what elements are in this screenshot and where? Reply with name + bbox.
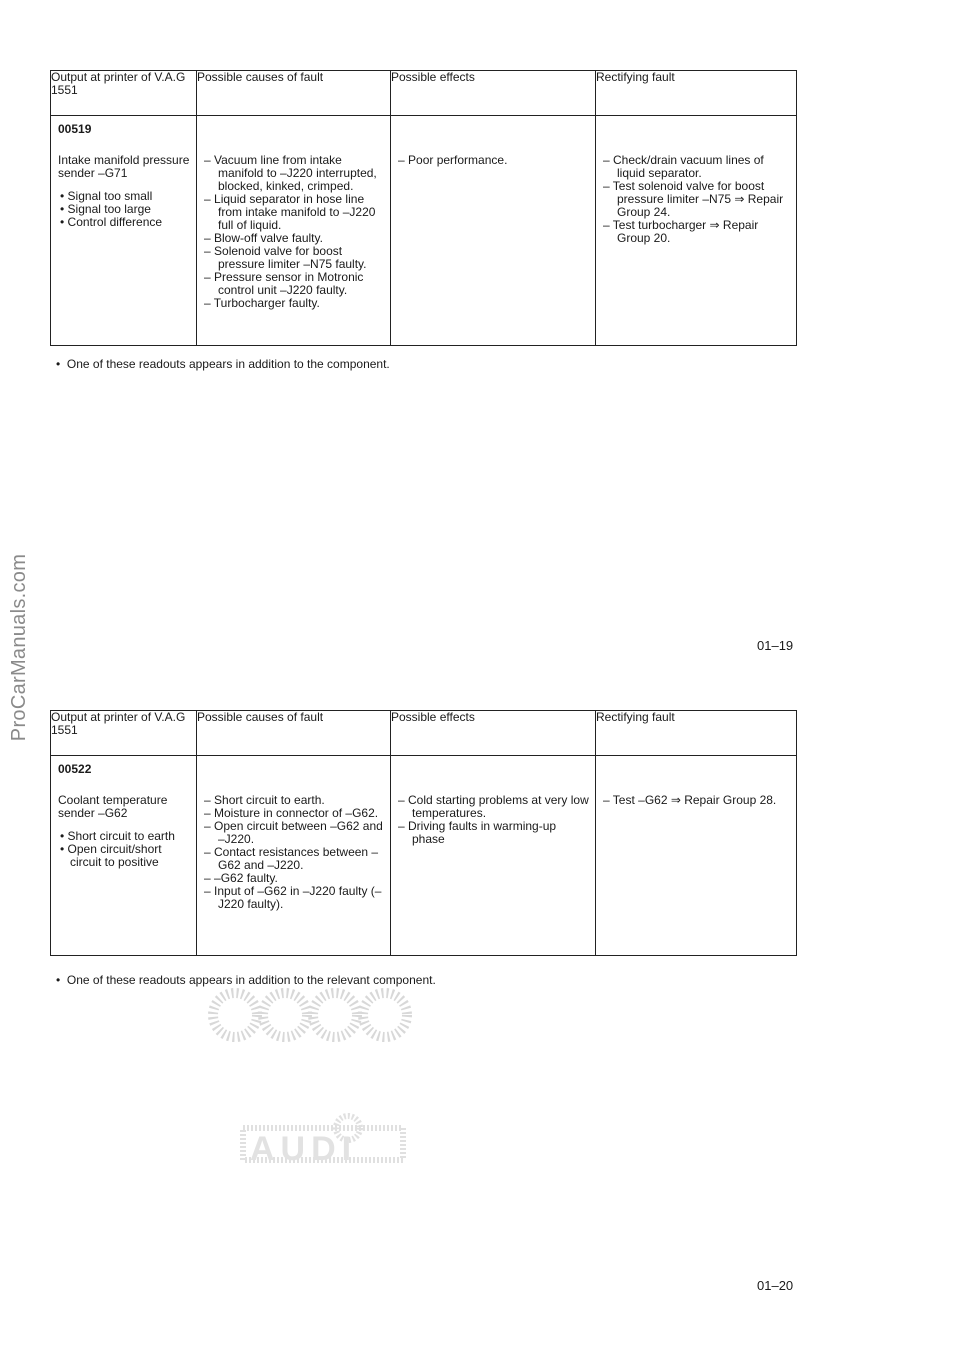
readout-list bbox=[58, 190, 190, 229]
cause-item: – –G62 faulty. bbox=[204, 871, 278, 885]
page-number: 01–19 bbox=[757, 638, 794, 653]
cause-item: – Contact resistances between –G62 and –J220. bbox=[204, 845, 379, 872]
rectify-item: – Test solenoid valve for boost pressure limiter –N75 ⇒ Repair Group 24. bbox=[603, 179, 784, 219]
readout-list bbox=[58, 830, 190, 869]
rectify-list bbox=[603, 154, 790, 245]
header-effects: Possible effects bbox=[391, 711, 596, 756]
fault-code: 00522 bbox=[58, 762, 92, 776]
cause-item: – Vacuum line from intake manifold to –J220 interrupted, blocked, kinked, crimped. bbox=[204, 153, 377, 193]
logo-text: AUDI bbox=[250, 1130, 358, 1168]
fault-code: 00519 bbox=[58, 122, 92, 136]
causes-list bbox=[204, 794, 384, 911]
causes-list bbox=[204, 154, 384, 310]
rectify-item: – Test –G62 ⇒ Repair Group 28. bbox=[603, 793, 777, 807]
readout-item: • Control difference bbox=[58, 216, 190, 229]
table-header-row bbox=[51, 711, 797, 756]
table-header-row bbox=[51, 71, 797, 116]
cause-item: – Liquid separator in hose line from intake manifold to –J220 full of liquid. bbox=[204, 192, 376, 232]
cause-item: – Turbocharger faulty. bbox=[204, 296, 320, 310]
cause-item: – Short circuit to earth. bbox=[204, 793, 325, 807]
side-watermark-text: ProCarManuals.com bbox=[8, 553, 31, 742]
page-number: 01–20 bbox=[757, 1278, 794, 1293]
table-row bbox=[51, 756, 797, 956]
header-output: Output at printer of V.A.G 1551 bbox=[51, 71, 197, 116]
readout-item: • Open circuit/short circuit to positive bbox=[58, 843, 190, 869]
readout-item: • Signal too small bbox=[58, 190, 190, 203]
side-watermark bbox=[8, 553, 32, 742]
rectify-item: – Test turbocharger ⇒ Repair Group 20. bbox=[603, 218, 759, 245]
effects-list bbox=[398, 794, 589, 846]
fault-table-00519 bbox=[50, 70, 797, 346]
effect-item: – Poor performance. bbox=[398, 153, 508, 167]
audi-rings-logo-icon bbox=[190, 985, 430, 1045]
header-rectify: Rectifying fault bbox=[596, 711, 797, 756]
effect-item: – Cold starting problems at very low temperatures. bbox=[398, 793, 589, 820]
cause-item: – Blow-off valve faulty. bbox=[204, 231, 323, 245]
table-row bbox=[51, 116, 797, 346]
header-causes: Possible causes of fault bbox=[197, 711, 391, 756]
rectify-list bbox=[603, 794, 790, 807]
effects-list bbox=[398, 154, 589, 167]
effect-item: – Driving faults in warming-up phase bbox=[398, 819, 557, 846]
footnote: • One of these readouts appears in addition to the relevant component. bbox=[56, 973, 436, 987]
component-name: Intake manifold pressure sender –G71 bbox=[58, 153, 190, 180]
footnote: • One of these readouts appears in addition to the component. bbox=[56, 357, 390, 371]
component-name: Coolant temperature sender –G62 bbox=[58, 793, 168, 820]
fault-table-00522 bbox=[50, 710, 797, 956]
cause-item: – Input of –G62 in –J220 faulty (–J220 faulty). bbox=[204, 884, 382, 911]
header-rectify: Rectifying fault bbox=[596, 71, 797, 116]
rectify-item: – Check/drain vacuum lines of liquid separator. bbox=[603, 153, 764, 180]
header-effects: Possible effects bbox=[391, 71, 596, 116]
cause-item: – Open circuit between –G62 and –J220. bbox=[204, 819, 383, 846]
cause-item: – Pressure sensor in Motronic control unit –J220 faulty. bbox=[204, 270, 364, 297]
readout-item: • Signal too large bbox=[58, 203, 190, 216]
cause-item: – Moisture in connector of –G62. bbox=[204, 806, 379, 820]
header-causes: Possible causes of fault bbox=[197, 71, 391, 116]
cause-item: – Solenoid valve for boost pressure limiter –N75 faulty. bbox=[204, 244, 367, 271]
header-output: Output at printer of V.A.G 1551 bbox=[51, 711, 197, 756]
readout-item: • Short circuit to earth bbox=[58, 830, 190, 843]
